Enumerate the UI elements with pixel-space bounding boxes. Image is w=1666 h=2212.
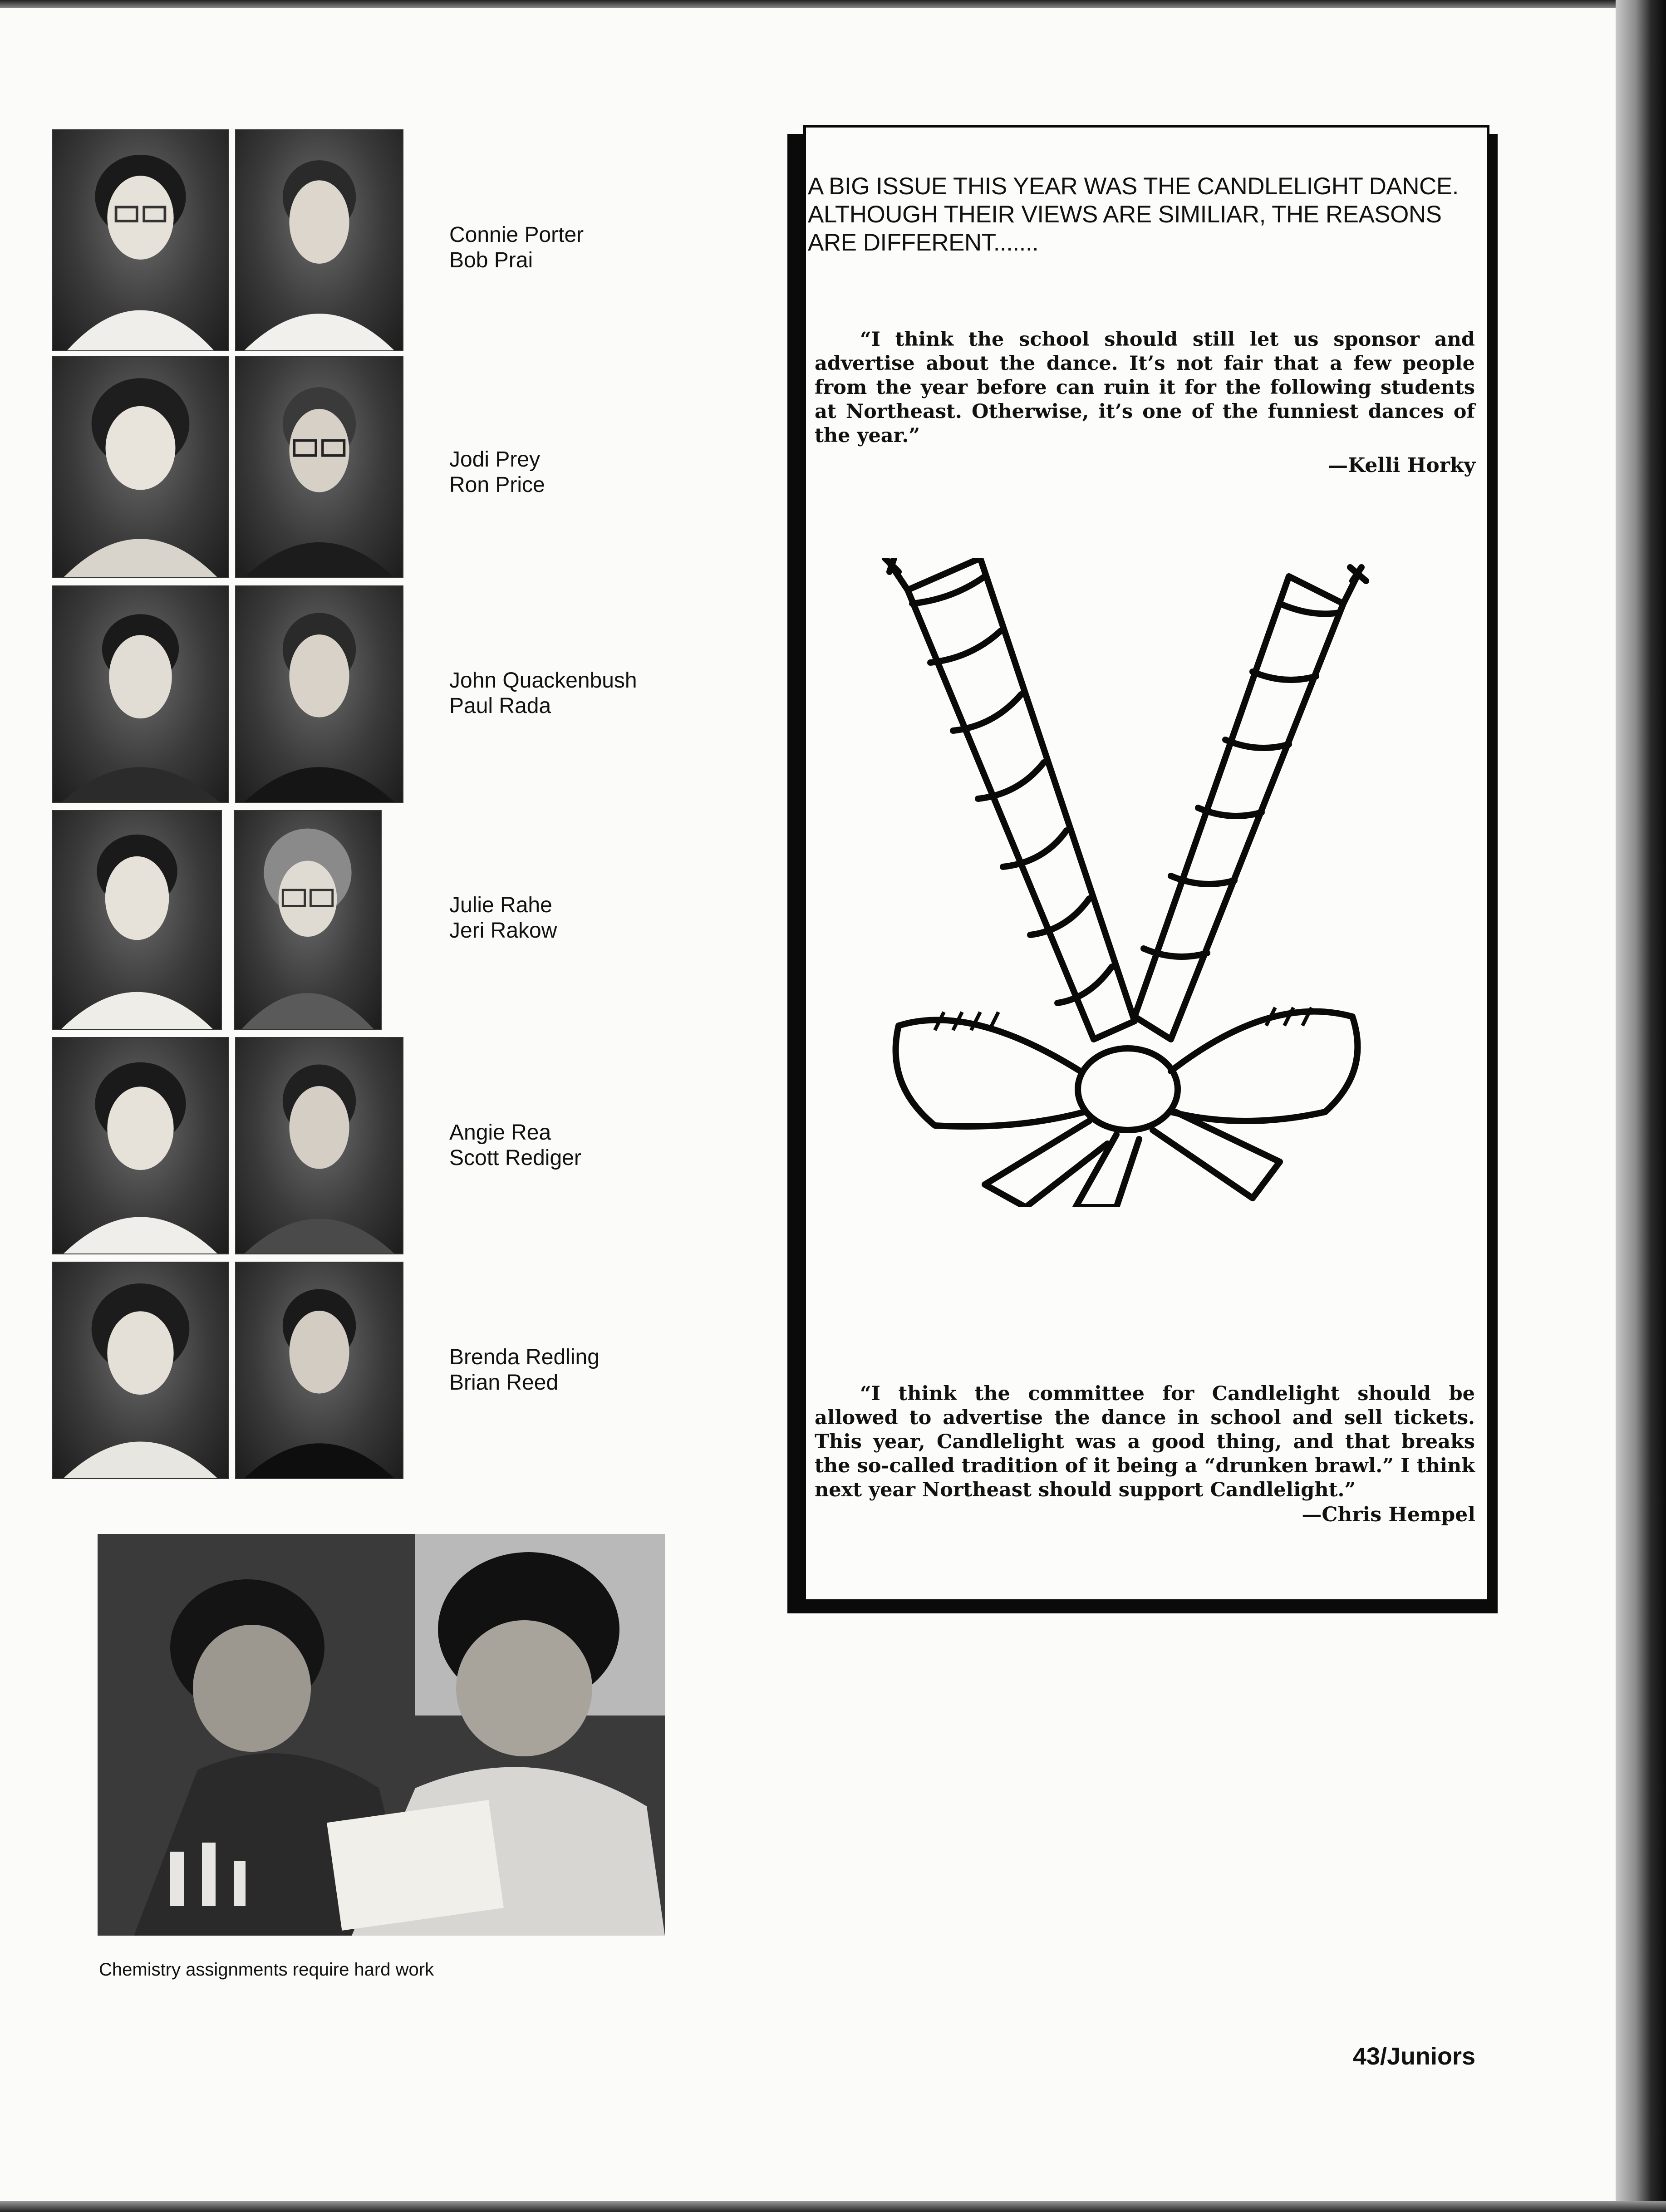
portrait-names	[449, 668, 637, 719]
portrait-names	[449, 447, 545, 498]
student-name: Bob Prai	[449, 248, 533, 272]
portrait-photo	[234, 810, 382, 1030]
headline-line: ARE DIFFERENT.......	[808, 229, 1039, 256]
portrait-photo	[52, 1262, 229, 1479]
portrait-photo	[52, 356, 229, 578]
candle-ribbon-illustration	[880, 558, 1380, 1207]
portrait-photo	[235, 356, 403, 578]
student-name: Brenda Redling	[449, 1345, 600, 1369]
portrait-photo	[235, 129, 403, 351]
photo-caption: Chemistry assignments require hard work	[99, 1960, 434, 1980]
student-name: John Quackenbush	[449, 669, 637, 693]
student-name: Jodi Prey	[449, 447, 541, 472]
portrait-photo	[52, 1037, 229, 1254]
headline-line: A BIG ISSUE THIS YEAR WAS THE CANDLELIGHT DANCE.	[808, 173, 1459, 200]
portrait-photo	[52, 810, 222, 1030]
student-name: Ron Price	[449, 473, 545, 497]
student-name: Angie Rea	[449, 1121, 551, 1145]
portrait-names	[449, 893, 557, 944]
chemistry-photo	[98, 1534, 665, 1936]
portrait-photo	[235, 585, 403, 803]
portrait-names	[449, 1120, 581, 1171]
portrait-names	[449, 1345, 600, 1396]
student-name: Connie Porter	[449, 223, 584, 247]
portrait-names	[449, 222, 584, 273]
page-number: 43/Juniors	[1352, 2043, 1475, 2070]
portrait-photo	[235, 1262, 403, 1479]
page-top-edge	[0, 0, 1666, 8]
student-name: Jeri Rakow	[449, 919, 557, 943]
attribution-kelli-horky: —Kelli Horky	[1328, 454, 1475, 477]
student-name: Paul Rada	[449, 694, 551, 718]
quote-chris-hempel: “I think the committee for Candlelight should be allowed to advertise the dance in school and sell tickets. This year, Candlelight was a good thing, and that breaks the so-called tradition of it being a “drunken brawl.” I think next year Northeast should support Candlelight.”	[815, 1382, 1475, 1501]
quote-kelli-horky: “I think the school should still let us sponsor and advertise about the dance. It’s not fair that a few people from the year before can ruin it for the following students at Northeast. Otherwise, it’s one of the funniest dances of the year.”	[815, 328, 1475, 447]
headline-line: ALTHOUGH THEIR VIEWS ARE SIMILIAR, THE REASONS	[808, 201, 1442, 228]
student-name: Julie Rahe	[449, 893, 552, 917]
attribution-chris-hempel: —Chris Hempel	[1302, 1503, 1475, 1526]
student-name: Brian Reed	[449, 1371, 559, 1395]
sidebar-headline	[808, 172, 1479, 257]
portrait-photo	[235, 1037, 403, 1254]
portrait-photo	[52, 129, 229, 351]
page-bottom-edge	[0, 2201, 1666, 2212]
student-name: Scott Rediger	[449, 1146, 581, 1170]
portrait-photo	[52, 585, 229, 803]
book-spine-edge	[1616, 0, 1666, 2212]
